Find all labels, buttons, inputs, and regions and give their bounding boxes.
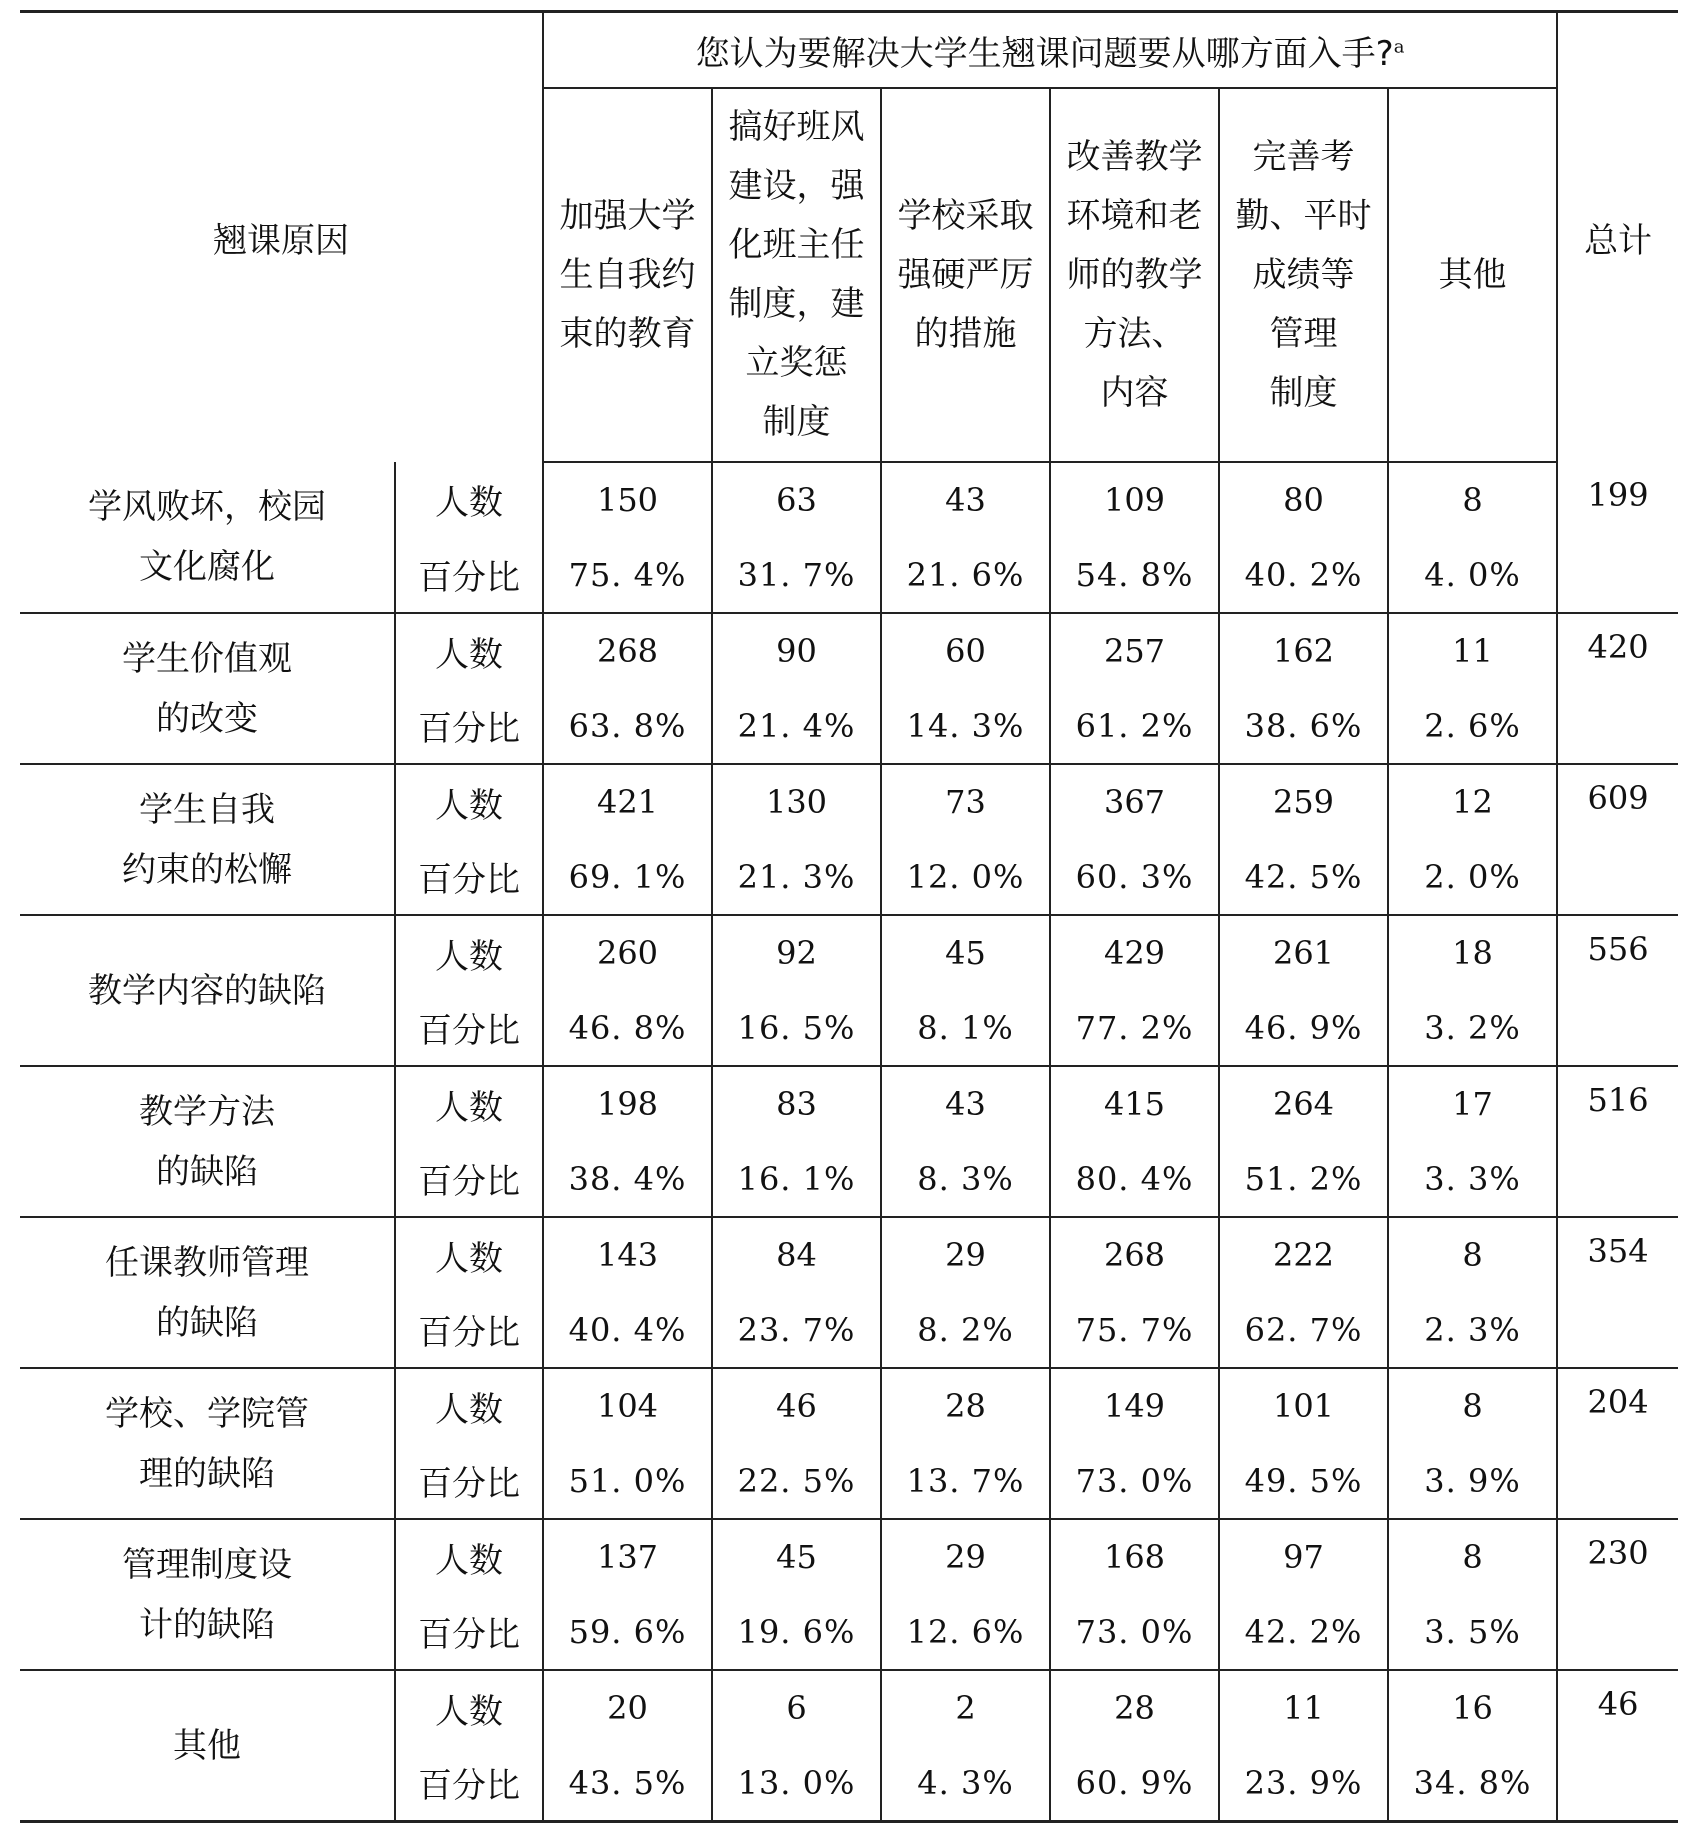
- count-cell: 198: [543, 1066, 712, 1141]
- count-cell: 46: [712, 1368, 881, 1443]
- percent-cell: 59. 6%: [543, 1594, 712, 1670]
- percent-cell: 4. 3%: [881, 1745, 1050, 1822]
- percent-cell: 8. 1%: [881, 990, 1050, 1066]
- count-cell: 29: [881, 1519, 1050, 1594]
- percent-cell: 4. 0%: [1388, 537, 1557, 613]
- percent-cell: 16. 5%: [712, 990, 881, 1066]
- count-cell: 28: [881, 1368, 1050, 1443]
- crosstab-table: [20, 10, 1678, 1823]
- count-cell: 143: [543, 1217, 712, 1292]
- percent-cell: 43. 5%: [543, 1745, 712, 1822]
- table-row: [20, 462, 1678, 537]
- row-type-percent: 百分比: [395, 688, 543, 764]
- percent-cell: 38. 4%: [543, 1141, 712, 1217]
- table-row: [20, 1066, 1678, 1141]
- count-cell: 130: [712, 764, 881, 839]
- count-cell: 18: [1388, 915, 1557, 990]
- row-header-reason: 管理制度设 计的缺陷: [20, 1519, 395, 1670]
- count-cell: 104: [543, 1368, 712, 1443]
- row-type-count: 人数: [395, 462, 543, 537]
- percent-cell: 16. 1%: [712, 1141, 881, 1217]
- percent-cell: 75. 4%: [543, 537, 712, 613]
- percent-cell: 3. 5%: [1388, 1594, 1557, 1670]
- count-cell: 28: [1050, 1670, 1219, 1745]
- count-cell: 97: [1219, 1519, 1388, 1594]
- total-cell: 354: [1557, 1217, 1678, 1368]
- table-row: [20, 613, 1678, 688]
- count-cell: 268: [1050, 1217, 1219, 1292]
- total-cell: 420: [1557, 613, 1678, 764]
- count-cell: 45: [881, 915, 1050, 990]
- table-row: [20, 915, 1678, 990]
- count-cell: 45: [712, 1519, 881, 1594]
- count-cell: 137: [543, 1519, 712, 1594]
- total-cell: 230: [1557, 1519, 1678, 1670]
- count-cell: 8: [1388, 1217, 1557, 1292]
- percent-cell: 21. 6%: [881, 537, 1050, 613]
- percent-cell: 51. 0%: [543, 1443, 712, 1519]
- count-cell: 429: [1050, 915, 1219, 990]
- count-cell: 12: [1388, 764, 1557, 839]
- table-body: [20, 462, 1678, 1822]
- count-cell: 8: [1388, 1368, 1557, 1443]
- question-header: [543, 12, 1557, 89]
- count-cell: 84: [712, 1217, 881, 1292]
- percent-cell: 38. 6%: [1219, 688, 1388, 764]
- percent-cell: 51. 2%: [1219, 1141, 1388, 1217]
- percent-cell: 54. 8%: [1050, 537, 1219, 613]
- percent-cell: 31. 7%: [712, 537, 881, 613]
- column-header: 改善教学 环境和老 师的教学 方法、 内容: [1050, 88, 1219, 462]
- row-type-count: 人数: [395, 1066, 543, 1141]
- count-cell: 83: [712, 1066, 881, 1141]
- percent-cell: 19. 6%: [712, 1594, 881, 1670]
- percent-cell: 60. 3%: [1050, 839, 1219, 915]
- percent-cell: 40. 2%: [1219, 537, 1388, 613]
- table-row: [20, 764, 1678, 839]
- column-header: 其他: [1388, 88, 1557, 462]
- table-header: [20, 12, 1678, 463]
- percent-cell: 8. 3%: [881, 1141, 1050, 1217]
- row-header-reason: 教学内容的缺陷: [20, 915, 395, 1066]
- percent-cell: 62. 7%: [1219, 1292, 1388, 1368]
- count-cell: 80: [1219, 462, 1388, 537]
- percent-cell: 2. 0%: [1388, 839, 1557, 915]
- total-cell: 46: [1557, 1670, 1678, 1822]
- row-header-reason: 学风败坏，校园 文化腐化: [20, 462, 395, 613]
- count-cell: 8: [1388, 462, 1557, 537]
- count-cell: 92: [712, 915, 881, 990]
- count-cell: 20: [543, 1670, 712, 1745]
- percent-cell: 2. 6%: [1388, 688, 1557, 764]
- count-cell: 259: [1219, 764, 1388, 839]
- row-type-percent: 百分比: [395, 1594, 543, 1670]
- percent-cell: 69. 1%: [543, 839, 712, 915]
- percent-cell: 13. 7%: [881, 1443, 1050, 1519]
- row-header-reason: 学校、学院管 理的缺陷: [20, 1368, 395, 1519]
- count-cell: 43: [881, 462, 1050, 537]
- percent-cell: 3. 9%: [1388, 1443, 1557, 1519]
- percent-cell: 42. 2%: [1219, 1594, 1388, 1670]
- table-row: [20, 1670, 1678, 1745]
- row-header-reason: 其他: [20, 1670, 395, 1822]
- percent-cell: 73. 0%: [1050, 1443, 1219, 1519]
- row-header-reason: 学生自我 约束的松懈: [20, 764, 395, 915]
- count-cell: 168: [1050, 1519, 1219, 1594]
- percent-cell: 12. 6%: [881, 1594, 1050, 1670]
- count-cell: 268: [543, 613, 712, 688]
- percent-cell: 3. 2%: [1388, 990, 1557, 1066]
- count-cell: 8: [1388, 1519, 1557, 1594]
- percent-cell: 80. 4%: [1050, 1141, 1219, 1217]
- row-type-count: 人数: [395, 1368, 543, 1443]
- percent-cell: 46. 9%: [1219, 990, 1388, 1066]
- row-type-percent: 百分比: [395, 1292, 543, 1368]
- total-cell: 516: [1557, 1066, 1678, 1217]
- percent-cell: 60. 9%: [1050, 1745, 1219, 1822]
- percent-cell: 8. 2%: [881, 1292, 1050, 1368]
- percent-cell: 34. 8%: [1388, 1745, 1557, 1822]
- percent-cell: 23. 7%: [712, 1292, 881, 1368]
- percent-cell: 63. 8%: [543, 688, 712, 764]
- count-cell: 149: [1050, 1368, 1219, 1443]
- count-cell: 17: [1388, 1066, 1557, 1141]
- count-cell: 367: [1050, 764, 1219, 839]
- percent-cell: 14. 3%: [881, 688, 1050, 764]
- count-cell: 101: [1219, 1368, 1388, 1443]
- count-cell: 150: [543, 462, 712, 537]
- table-row: [20, 1519, 1678, 1594]
- row-type-count: 人数: [395, 1670, 543, 1745]
- count-cell: 264: [1219, 1066, 1388, 1141]
- column-header: 学校采取 强硬严厉 的措施: [881, 88, 1050, 462]
- row-type-count: 人数: [395, 915, 543, 990]
- total-header: 总计: [1557, 12, 1678, 463]
- row-type-percent: 百分比: [395, 537, 543, 613]
- percent-cell: 23. 9%: [1219, 1745, 1388, 1822]
- count-cell: 222: [1219, 1217, 1388, 1292]
- count-cell: 29: [881, 1217, 1050, 1292]
- count-cell: 43: [881, 1066, 1050, 1141]
- count-cell: 60: [881, 613, 1050, 688]
- percent-cell: 61. 2%: [1050, 688, 1219, 764]
- count-cell: 421: [543, 764, 712, 839]
- percent-cell: 40. 4%: [543, 1292, 712, 1368]
- row-type-count: 人数: [395, 1519, 543, 1594]
- count-cell: 16: [1388, 1670, 1557, 1745]
- percent-cell: 21. 3%: [712, 839, 881, 915]
- row-type-percent: 百分比: [395, 1443, 543, 1519]
- count-cell: 11: [1219, 1670, 1388, 1745]
- count-cell: 6: [712, 1670, 881, 1745]
- total-cell: 609: [1557, 764, 1678, 915]
- percent-cell: 3. 3%: [1388, 1141, 1557, 1217]
- total-cell: 199: [1557, 462, 1678, 613]
- column-header: 加强大学 生自我约 束的教育: [543, 88, 712, 462]
- percent-cell: 22. 5%: [712, 1443, 881, 1519]
- row-type-count: 人数: [395, 613, 543, 688]
- percent-cell: 77. 2%: [1050, 990, 1219, 1066]
- count-cell: 415: [1050, 1066, 1219, 1141]
- column-header: 完善考 勤、平时 成绩等 管理 制度: [1219, 88, 1388, 462]
- total-cell: 556: [1557, 915, 1678, 1066]
- count-cell: 73: [881, 764, 1050, 839]
- row-type-count: 人数: [395, 1217, 543, 1292]
- percent-cell: 42. 5%: [1219, 839, 1388, 915]
- row-type-percent: 百分比: [395, 839, 543, 915]
- count-cell: 257: [1050, 613, 1219, 688]
- corner-header: 翘课原因: [20, 12, 543, 463]
- count-cell: 2: [881, 1670, 1050, 1745]
- row-type-percent: 百分比: [395, 1141, 543, 1217]
- table-row: [20, 1368, 1678, 1443]
- row-header-reason: 教学方法 的缺陷: [20, 1066, 395, 1217]
- count-cell: 261: [1219, 915, 1388, 990]
- count-cell: 109: [1050, 462, 1219, 537]
- row-type-percent: 百分比: [395, 990, 543, 1066]
- row-type-percent: 百分比: [395, 1745, 543, 1822]
- percent-cell: 49. 5%: [1219, 1443, 1388, 1519]
- percent-cell: 12. 0%: [881, 839, 1050, 915]
- count-cell: 11: [1388, 613, 1557, 688]
- percent-cell: 46. 8%: [543, 990, 712, 1066]
- table-row: [20, 1217, 1678, 1292]
- percent-cell: 73. 0%: [1050, 1594, 1219, 1670]
- percent-cell: 2. 3%: [1388, 1292, 1557, 1368]
- count-cell: 90: [712, 613, 881, 688]
- total-cell: 204: [1557, 1368, 1678, 1519]
- percent-cell: 13. 0%: [712, 1745, 881, 1822]
- count-cell: 162: [1219, 613, 1388, 688]
- count-cell: 260: [543, 915, 712, 990]
- row-header-reason: 任课教师管理 的缺陷: [20, 1217, 395, 1368]
- percent-cell: 75. 7%: [1050, 1292, 1219, 1368]
- count-cell: 63: [712, 462, 881, 537]
- row-type-count: 人数: [395, 764, 543, 839]
- question-footnote-mark: a: [1393, 36, 1405, 58]
- row-header-reason: 学生价值观 的改变: [20, 613, 395, 764]
- column-header: 搞好班风 建设，强 化班主任 制度，建 立奖惩 制度: [712, 88, 881, 462]
- question-text: 您认为要解决大学生翘课问题要从哪方面入手?: [695, 33, 1394, 74]
- percent-cell: 21. 4%: [712, 688, 881, 764]
